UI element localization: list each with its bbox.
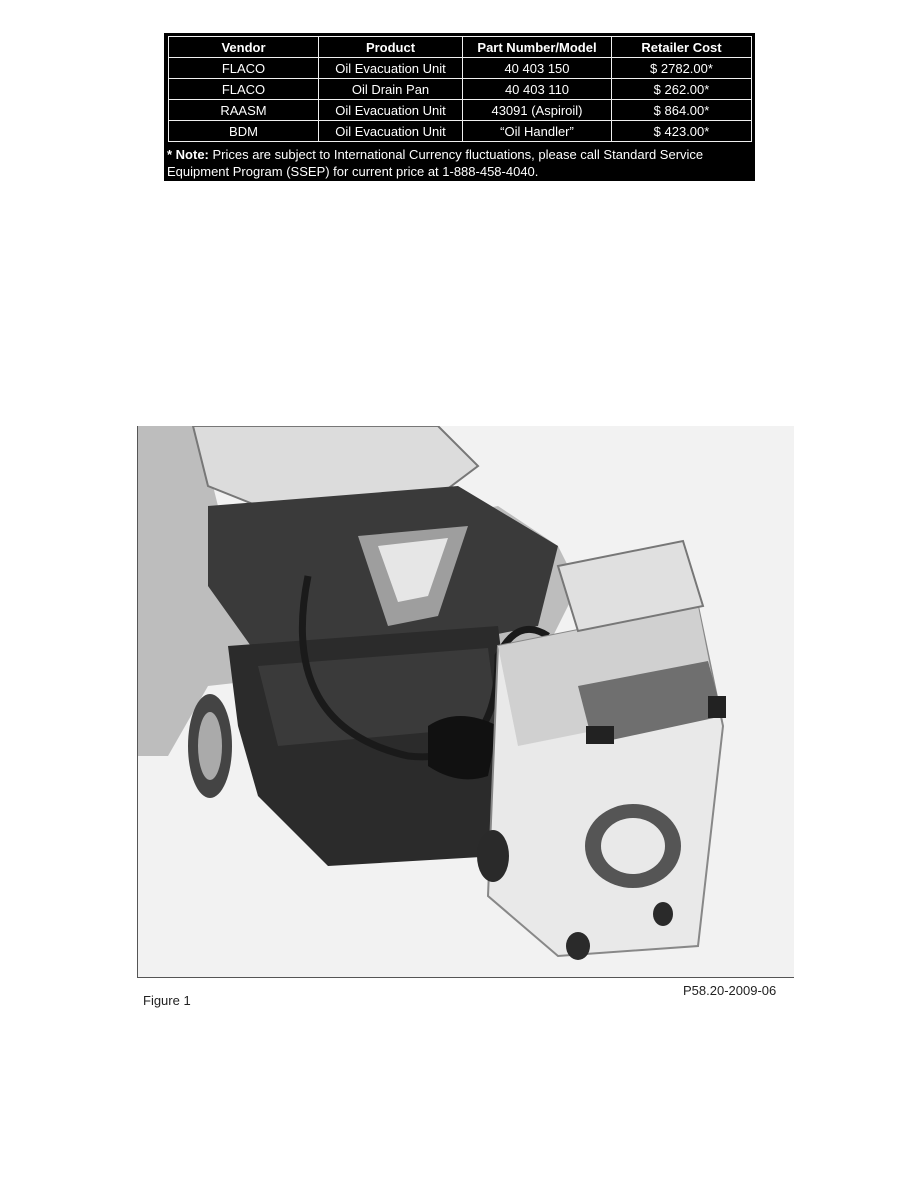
table-row xyxy=(169,121,752,142)
header-product: Product xyxy=(319,37,463,58)
cell-cost: $ 262.00* xyxy=(612,79,752,100)
vendor-price-table xyxy=(168,36,752,142)
cell-part-number: 40 403 150 xyxy=(463,58,612,79)
header-retailer-cost: Retailer Cost xyxy=(612,37,752,58)
cell-product: Oil Evacuation Unit xyxy=(319,121,463,142)
note-label: * Note: xyxy=(167,147,209,162)
cell-part-number: “Oil Handler” xyxy=(463,121,612,142)
table-header-row xyxy=(169,37,752,58)
figure-photo-oil-evacuation xyxy=(137,426,794,978)
cell-vendor: BDM xyxy=(169,121,319,142)
price-note xyxy=(167,146,752,180)
cell-product: Oil Drain Pan xyxy=(319,79,463,100)
cell-vendor: FLACO xyxy=(169,79,319,100)
cell-product: Oil Evacuation Unit xyxy=(319,100,463,121)
figure-reference-code: P58.20-2009-06 xyxy=(683,983,777,998)
cell-part-number: 43091 (Aspiroil) xyxy=(463,100,612,121)
cell-cost: $ 2782.00* xyxy=(612,58,752,79)
vendor-price-table-block xyxy=(164,33,755,181)
header-vendor: Vendor xyxy=(169,37,319,58)
note-text: Prices are subject to International Currency fluctuations, please call Standard Service Equipment Program (SSEP) for current price at 1-888-458-4040. xyxy=(167,147,704,179)
table-row xyxy=(169,100,752,121)
table-row xyxy=(169,79,752,100)
cell-part-number: 40 403 110 xyxy=(463,79,612,100)
cell-cost: $ 423.00* xyxy=(612,121,752,142)
table-row xyxy=(169,58,752,79)
cell-product: Oil Evacuation Unit xyxy=(319,58,463,79)
header-part-number: Part Number/Model xyxy=(463,37,612,58)
cell-vendor: RAASM xyxy=(169,100,319,121)
cell-vendor: FLACO xyxy=(169,58,319,79)
cell-cost: $ 864.00* xyxy=(612,100,752,121)
figure-caption: Figure 1 xyxy=(143,993,191,1008)
